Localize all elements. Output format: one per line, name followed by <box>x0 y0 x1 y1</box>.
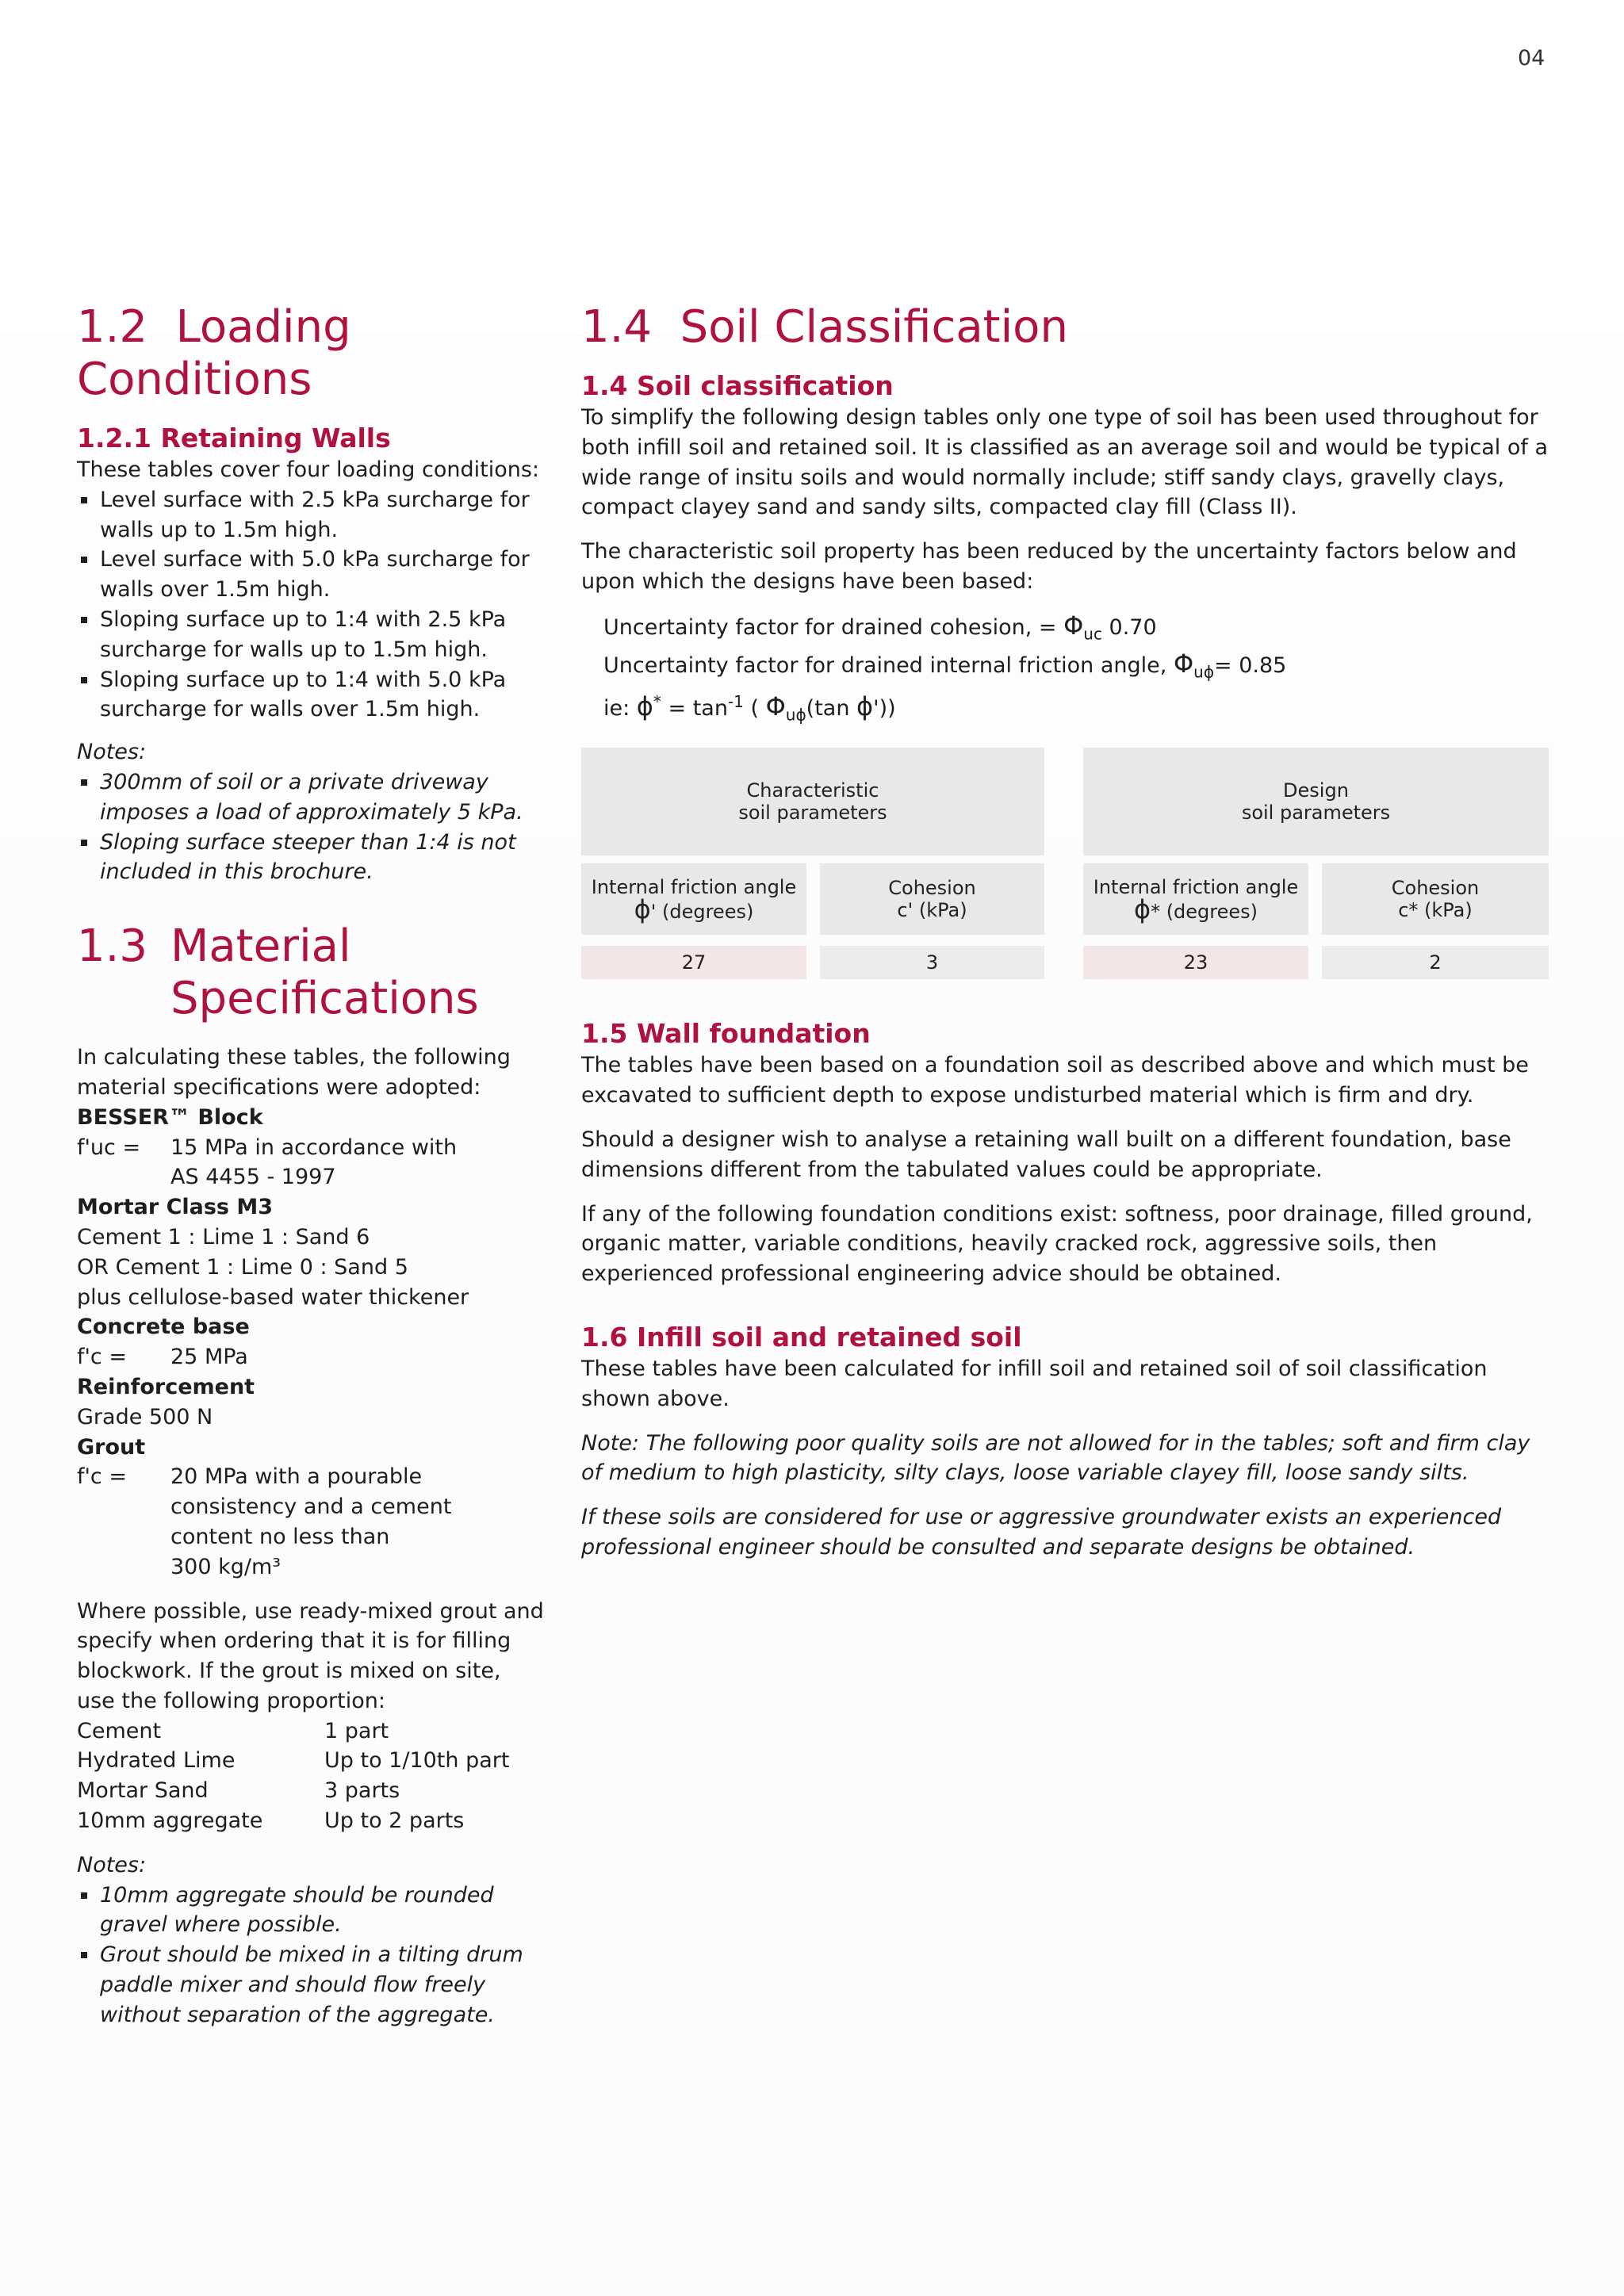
note-item: 10mm aggregate should be rounded gravel where possible. <box>77 1881 545 1941</box>
paragraph: These tables have been calculated for infill soil and retained soil of soil classification shown above. <box>581 1356 1488 1411</box>
table-subheader: Cohesion c* (kPa) <box>1322 863 1549 935</box>
proportion-row: 10mm aggregate Up to 2 parts <box>77 1808 465 1834</box>
subsection-heading-retaining-walls: 1.2.1 Retaining Walls <box>77 423 391 453</box>
note-item: 300mm of soil or a private driveway imposes a load of approximately 5 kPa. <box>77 767 545 828</box>
right-column <box>581 301 1549 1563</box>
spec-line: Grade 500 N <box>77 1404 213 1429</box>
spec-label: Grout <box>77 1434 146 1460</box>
paragraph: To simplify the following design tables only one type of soil has been used throughout for both infill soil and retained soil. It is classified as an average soil and would be typical of a wide range of insitu soils and would normally include; stiff sandy clays, gravelly clays, compact clayey sand and sandy silts, compacted clay fill (Class II). <box>581 405 1548 520</box>
loading-conditions-list <box>77 485 545 725</box>
section-title: Soil Classification <box>680 301 1068 353</box>
note-item: Sloping surface steeper than 1:4 is not included in this brochure. <box>77 828 545 888</box>
paragraph: The tables have been based on a foundation soil as described above and which must be excavated to sufficient depth to expose undisturbed material which is firm and dry. <box>581 1053 1529 1108</box>
spec-row: f'uc = 15 MPa in accordance with AS 4455 - 1997 <box>77 1135 458 1190</box>
formula-line: Uncertainty factor for drained cohesion, = $\Phi_{uc}$ 0.70 <box>603 610 1157 644</box>
table-subheader: Internal friction angle ϕ' (degrees) <box>581 863 806 935</box>
paragraph: The characteristic soil property has been reduced by the uncertainty factors below and upon which the designs have been based: <box>581 539 1517 594</box>
table-header-characteristic: Characteristic soil parameters <box>581 748 1044 855</box>
note-item: Grout should be mixed in a tilting drum paddle mixer and should flow freely without separation of the aggregate. <box>77 1940 545 2030</box>
spec-label: BESSER™ Block <box>77 1104 263 1130</box>
proportion-table <box>77 1716 545 1836</box>
section-number: 1.4 <box>581 301 653 353</box>
list-item: Level surface with 2.5 kPa surcharge for walls up to 1.5m high. <box>77 485 545 545</box>
spec-label: Mortar Class M3 <box>77 1195 274 1220</box>
soil-parameters-table <box>581 748 1549 987</box>
subsection-heading-infill-soil: 1.6 Infill soil and retained soil <box>581 1321 1022 1353</box>
paragraph: These tables cover four loading conditions: <box>77 457 540 482</box>
formula-line: Uncertainty factor for drained internal friction angle, $\Phi_{u\phi}= 0.85$ <box>603 648 1287 682</box>
notes-list <box>77 1881 545 2030</box>
section-1-4-title <box>581 301 1549 354</box>
table-cell: 3 <box>820 946 1044 979</box>
section-number: 1.2 <box>77 301 148 353</box>
paragraph: In calculating these tables, the following material specifications were adopted: <box>77 1045 511 1100</box>
notes-label: Notes: <box>77 1852 147 1877</box>
table-subheader: Cohesion c' (kPa) <box>820 863 1044 935</box>
table-subheader: Internal friction angle ϕ* (degrees) <box>1083 863 1308 935</box>
uncertainty-formulas <box>581 611 1549 731</box>
spec-line: Cement 1 : Lime 1 : Sand 6 <box>77 1224 370 1249</box>
section-title: Material Specifications <box>170 920 479 1025</box>
table-cell: 27 <box>581 946 806 979</box>
subsection-heading-wall-foundation: 1.5 Wall foundation <box>581 1018 871 1050</box>
left-column <box>77 301 545 2030</box>
notes-label: Notes: <box>77 740 147 765</box>
paragraph: Where possible, use ready-mixed grout and specify when ordering that it is for filling blockwork. If the grout is mixed on site, use the following proportion: <box>77 1598 544 1713</box>
section-number: 1.3 <box>77 920 148 973</box>
table-cell: 23 <box>1083 946 1308 979</box>
spec-label: Reinforcement <box>77 1374 255 1399</box>
proportion-row: Hydrated Lime Up to 1/10th part <box>77 1748 510 1774</box>
spec-row: f'c = 20 MPa with a pourable consistency and a cement content no less than 300 kg/m³ <box>77 1464 452 1579</box>
paragraph: Should a designer wish to analyse a retaining wall built on a different foundation, base dimensions different from the tabulated values could be appropriate. <box>581 1127 1511 1182</box>
notes-list <box>77 767 545 887</box>
paragraph: If any of the following foundation conditions exist: softness, poor drainage, filled ground, organic matter, variable conditions, heavily cracked rock, aggressive soils, then experienced professional engineering advice should be obtained. <box>581 1201 1533 1287</box>
page-number: 04 <box>1518 46 1545 71</box>
subsection-heading-soil-classification: 1.4 Soil classification <box>581 370 894 401</box>
spec-row: f'c = 25 MPa <box>77 1345 248 1370</box>
note-paragraph: Note: The following poor quality soils are not allowed for in the tables; soft and firm clay of medium to high plasticity, silty clays, loose variable clayey fill, loose sandy silts. <box>581 1430 1530 1486</box>
proportion-row: Mortar Sand 3 parts <box>77 1778 400 1804</box>
list-item: Sloping surface up to 1:4 with 5.0 kPa surcharge for walls over 1.5m high. <box>77 665 545 725</box>
formula-line: ie: $\phi^* = \tan^{-1}$ ( $\Phi_{u\phi}(\tan$ ϕ')) <box>603 691 896 725</box>
table-header-design: Design soil parameters <box>1083 748 1549 855</box>
section-1-2-title <box>77 301 545 406</box>
list-item: Level surface with 5.0 kPa surcharge for walls over 1.5m high. <box>77 545 545 605</box>
spec-line: plus cellulose-based water thickener <box>77 1284 469 1310</box>
section-title: Loading Conditions <box>77 301 351 405</box>
note-paragraph: If these soils are considered for use or aggressive groundwater exists an experienced professional engineer should be consulted and separate designs be obtained. <box>581 1505 1502 1559</box>
proportion-row: Cement 1 part <box>77 1718 389 1743</box>
spec-line: OR Cement 1 : Lime 0 : Sand 5 <box>77 1254 408 1280</box>
section-1-3-title <box>77 920 545 1025</box>
list-item: Sloping surface up to 1:4 with 2.5 kPa surcharge for walls up to 1.5m high. <box>77 605 545 665</box>
table-cell: 2 <box>1322 946 1549 979</box>
spec-label: Concrete base <box>77 1314 250 1340</box>
